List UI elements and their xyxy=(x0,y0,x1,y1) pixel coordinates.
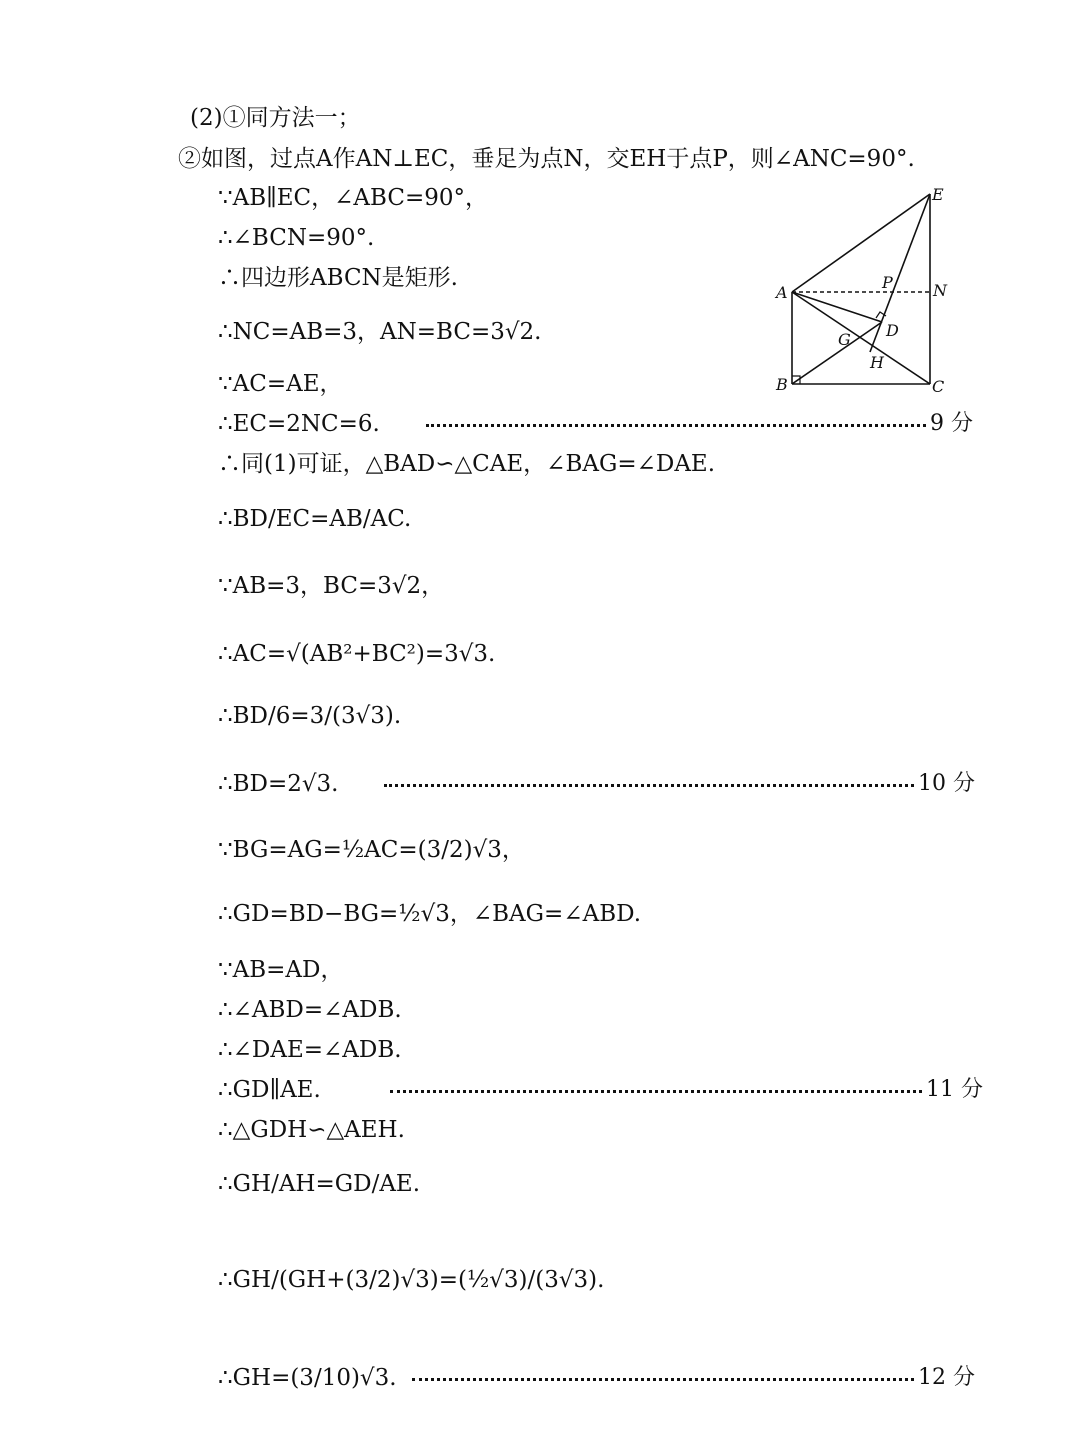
line-6: ∴NC=AB=3，AN=BC=3√2. xyxy=(218,319,542,345)
score-11: 11 分 xyxy=(926,1077,983,1102)
line-12: ∴AC=√(AB²+BC²)=3√3. xyxy=(218,641,496,667)
label-h: H xyxy=(870,353,884,372)
line-13: ∴BD/6=3/(3√3). xyxy=(218,703,402,729)
line-19: ∴∠DAE=∠ADB. xyxy=(218,1037,402,1063)
line-23: ∴GH/(GH+(3/2)√3)=(½√3)/(3√3). xyxy=(218,1267,605,1293)
segment-ae xyxy=(792,194,930,292)
line-11: ∵AB=3，BC=3√2， xyxy=(218,573,445,599)
line-24: ∴GH=(3/10)√3. xyxy=(218,1365,397,1391)
label-g: G xyxy=(838,330,851,349)
score-leader-12 xyxy=(412,1378,914,1381)
score-9: 9 分 xyxy=(930,411,973,436)
segment-eh xyxy=(870,194,930,352)
line-17: ∵AB=AD， xyxy=(218,957,344,983)
label-d: D xyxy=(886,321,899,340)
line-8: ∴EC=2NC=6. xyxy=(218,411,380,437)
score-10: 10 分 xyxy=(918,771,975,796)
line-method-heading: (2)①同方法一； xyxy=(190,105,361,131)
line-14: ∴BD=2√3. xyxy=(218,771,339,797)
label-p: P xyxy=(882,273,893,292)
line-10: ∴BD/EC=AB/AC. xyxy=(218,506,412,532)
geometry-figure xyxy=(770,182,970,402)
label-n: N xyxy=(933,281,947,300)
segment-bd xyxy=(792,322,882,384)
line-22: ∴GH/AH=GD/AE. xyxy=(218,1171,421,1197)
line-7: ∵AC=AE， xyxy=(218,371,343,397)
label-c: C xyxy=(932,377,945,396)
line-9: ∴同(1)可证，△BAD∽△CAE，∠BAG=∠DAE. xyxy=(218,451,716,477)
line-4: ∴∠BCN=90°. xyxy=(218,225,375,251)
label-b: B xyxy=(776,375,788,394)
score-leader-9 xyxy=(426,424,926,427)
label-a: A xyxy=(776,283,788,302)
line-construction: ②如图，过点A作AN⊥EC，垂足为点N，交EH于点P，则∠ANC=90°. xyxy=(178,146,915,172)
line-18: ∴∠ABD=∠ADB. xyxy=(218,997,402,1023)
line-3: ∵AB∥EC，∠ABC=90°， xyxy=(218,185,489,211)
score-leader-11 xyxy=(390,1090,922,1093)
line-20: ∴GD∥AE. xyxy=(218,1077,321,1103)
segment-ad xyxy=(792,292,882,322)
line-16: ∴GD=BD−BG=½√3，∠BAG=∠ABD. xyxy=(218,901,642,927)
label-e: E xyxy=(932,185,944,204)
score-12: 12 分 xyxy=(918,1365,975,1390)
line-15: ∵BG=AG=½AC=(3/2)√3， xyxy=(218,837,525,863)
line-21: ∴△GDH∽△AEH. xyxy=(218,1117,405,1143)
line-5: ∴四边形ABCN是矩形. xyxy=(218,265,458,291)
score-leader-10 xyxy=(384,784,914,787)
